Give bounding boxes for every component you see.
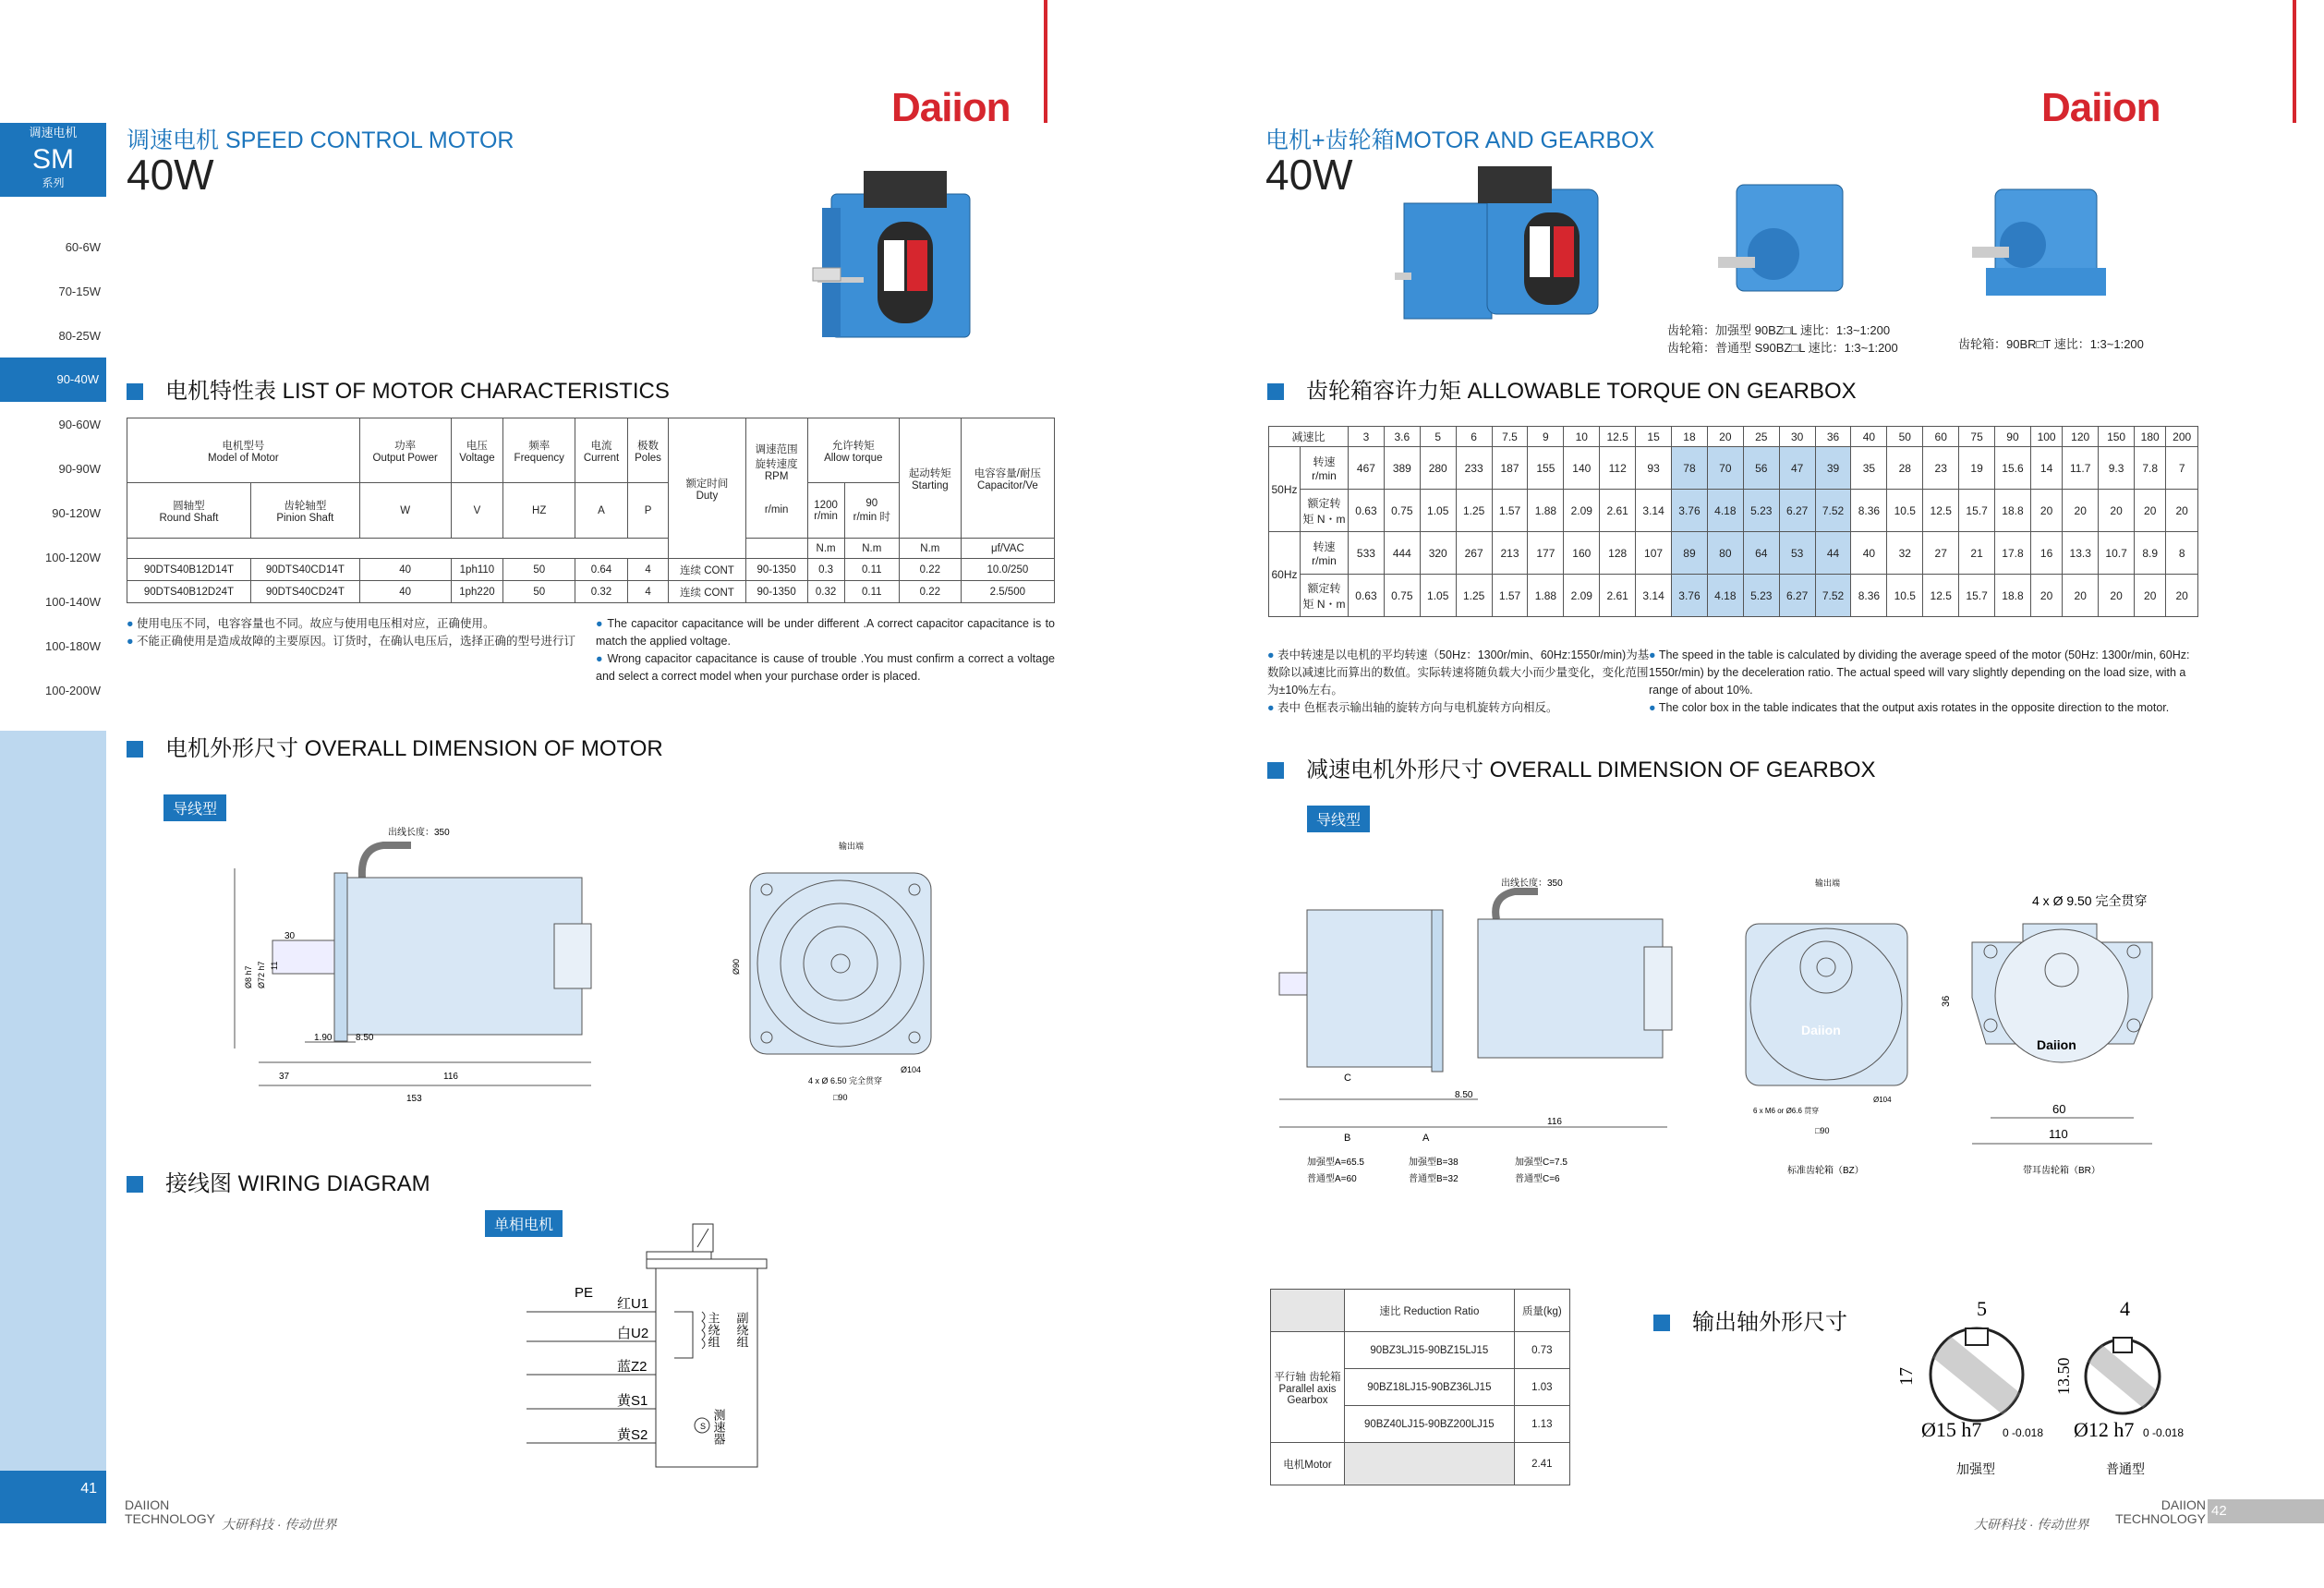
sidebar-item-100-120w[interactable]: 100-120W	[45, 551, 101, 564]
normal-height: 13.50	[2054, 1357, 2073, 1395]
dim-boss-dia: Ø72 h7	[257, 961, 266, 988]
sidebar-item-70-15w[interactable]: 70-15W	[58, 285, 101, 298]
gearbox-br-front-drawing	[1931, 887, 2198, 1178]
table-row: 90BZ18LJ15-90BZ36LJ15 1.03	[1271, 1369, 1570, 1406]
table-row: 90DTS40B12D24T 90DTS40CD24T 40 1ph220 50 0.32 4 连续 CONT 90-1350 0.32 0.11 0.22 2.5/500	[127, 581, 1055, 603]
sidebar-gap	[0, 723, 106, 731]
characteristics-notes-cn: ● 使用电压不同，电容容量也不同。故应与使用电压相对应，正确使用。 ● 不能正确使用是造成故障的主要原因。订货时，在确认电压后，选择正确的型号进行订	[127, 617, 576, 648]
terminal-u1: 红U1	[617, 1296, 649, 1312]
br-dim60: 60	[2052, 1102, 2066, 1116]
br-dim36: 36	[1941, 995, 1952, 1007]
sidebar-series	[0, 143, 106, 197]
terminal-z2: 蓝Z2	[617, 1359, 648, 1375]
table-row: 90DTS40B12D14T 90DTS40CD14T 40 1ph110 50 0.64 4 连续 CONT 90-1350 0.3 0.11 0.22 10.0/250	[127, 559, 1055, 581]
reinforced-b: 加强型B=38	[1409, 1158, 1459, 1168]
shaft-heading: 输出轴外形尺寸	[1653, 1303, 1847, 1336]
gearbox-dimension-heading: 减速电机外形尺寸 OVERALL DIMENSION OF GEARBOX	[1267, 751, 1876, 783]
series-code: SM	[32, 144, 74, 175]
heading-square-icon	[127, 741, 143, 758]
normal-b: 普通型B=32	[1409, 1174, 1459, 1184]
table-row: 电机Motor 2.41	[1271, 1443, 1570, 1485]
svg-text:Daiion: Daiion	[1801, 1023, 1841, 1037]
reinforced-label: 加强型	[1956, 1461, 1995, 1476]
terminal-pe: PE	[575, 1285, 594, 1301]
bz-phi104: Ø104	[1873, 1096, 1892, 1104]
tacho-label: 测速器	[711, 1409, 726, 1445]
main-winding-label: 主绕组	[706, 1312, 720, 1348]
sidebar-item-100-180w[interactable]: 100-180W	[45, 639, 101, 653]
sidebar-item-90-60w[interactable]: 90-60W	[58, 418, 101, 431]
left-brand-logo: Daiion	[891, 85, 1011, 130]
right-footer-slogan: 大研科技 · 传动世界	[1974, 1517, 2089, 1532]
dim-phi104: Ø104	[901, 1065, 922, 1074]
right-page-number: 42	[2208, 1499, 2324, 1523]
heading-square-icon	[1267, 383, 1284, 400]
left-footer-slogan: 大研科技 · 传动世界	[222, 1517, 337, 1532]
gearbox-caption-bz: 齿轮箱：加强型 90BZ□L 速比：1:3~1:200 齿轮箱：普通型 S90BZ□L 速比：1:3~1:200	[1667, 323, 1898, 355]
gear-dim-850: 8.50	[1455, 1090, 1473, 1100]
motor-front-drawing	[730, 836, 961, 1113]
table-row: 平行轴 齿轮箱 Parallel axis Gearbox 90BZ3LJ15-90BZ15LJ15 0.73	[1271, 1332, 1570, 1369]
characteristics-notes-en: ● The capacitor capacitance will be under different .A correct capacitor capacitance is to match the applied voltage. ● Wrong capacitor capacitance is cause of trouble .You must confirm a correct a voltage and select a correct model when your purchase order is placed.	[596, 617, 1055, 683]
letter-c: C	[1344, 1073, 1351, 1084]
br-holes: 4 x Ø 9.50 完全贯穿	[2032, 893, 2148, 908]
torque-notes-en: ● The speed in the table is calculated by dividing the average speed of the motor (50Hz: 1300r/min, 60Hz: 1550r/min) by the deceleration ratio. The actual speed will vary slightly depending on the load size, with a range of about 10%. ● The color box in the table indicates that the output axis rotates in the opposite direction to the motor.	[1649, 649, 2190, 714]
heading-square-icon	[127, 1176, 143, 1193]
left-sidebar	[0, 123, 106, 1523]
lead-wire-tag: 导线型	[163, 794, 226, 821]
left-watt: 40W	[127, 151, 214, 199]
sidebar-item-60-6w[interactable]: 60-6W	[65, 240, 101, 254]
heading-square-icon	[1653, 1315, 1670, 1331]
dim-11: 11	[270, 961, 279, 970]
single-phase-tag: 单相电机	[485, 1210, 563, 1237]
gear-lead-wire-tag: 导线型	[1307, 806, 1370, 832]
bz-sq90: □90	[1815, 1126, 1830, 1135]
characteristics-heading: 电机特性表 LIST OF MOTOR CHARACTERISTICS	[127, 372, 670, 405]
reinforced-a: 加强型A=65.5	[1307, 1158, 1364, 1168]
reinforced-key-width: 5	[1977, 1297, 1987, 1320]
dim-850: 8.50	[356, 1033, 374, 1043]
sidebar-item-100-140w[interactable]: 100-140W	[45, 595, 101, 609]
normal-a: 普通型A=60	[1307, 1174, 1357, 1184]
normal-diameter: Ø12 h7	[2074, 1418, 2135, 1441]
terminal-u2: 白U2	[617, 1326, 649, 1341]
normal-label: 普通型	[2106, 1461, 2145, 1476]
dim-116: 116	[443, 1072, 458, 1082]
gearbox-mass-table: 速比 Reduction Ratio 质量(kg) 平行轴 齿轮箱 Parallel axis Gearbox 90BZ3LJ15-90BZ15LJ15 0.73 90BZ18LJ15-90BZ36LJ15 1.03 90BZ40LJ15-90BZ200LJ15 1.13 电机Motor 2.41	[1270, 1289, 1570, 1485]
gear-dim-116: 116	[1547, 1117, 1562, 1127]
left-red-bar	[1044, 0, 1047, 123]
gearbox-br-photo	[1967, 180, 2115, 319]
letter-a: A	[1422, 1133, 1430, 1144]
lead-length-label: 出线长度：350	[388, 828, 450, 838]
heading-square-icon	[1267, 762, 1284, 779]
allowable-torque-table: 减速比 3 3.6 5 6 7.5 9 10 12.5 15 18 20 25 30 36 40 50 60 75 90 100 120 150 180 200 50Hz 转速 r/min 467 389 280 233 187 155 140 112 93 78 70 56 47 39 35 28 23 19 15.6 14 11.7 9.3 7.8 7 额定转矩 N・m 0.63 0.75 1.05 1.25 1.57 1.88 2.09 2.61 3.14 3.76 4.18 5.23 6.27 7.52 8.36 10.5 12.5 15.7 18.8 20 20 20 20 20 60Hz 转速 r/min 533 444 320 267 213 177 160 128 107 89 80 64 53 44 40 32 27 21 17.8 16 13.3 10.7 8.9 8 额定转矩 N・m 0.63 0.75 1.05 1.25 1.57 1.88 2.09 2.61 3.14 3.76 4.18 5.23 6.27 7.52 8.36 10.5 12.5 15.7 18.8 20 20 20 20 20	[1268, 426, 2198, 617]
reinforced-diameter: Ø15 h7	[1921, 1418, 1982, 1441]
gearbox-bz-photo	[1718, 176, 1857, 314]
table-row: 额定转矩 N・m 0.63 0.75 1.05 1.25 1.57 1.88 2.09 2.61 3.14 3.76 4.18 5.23 6.27 7.52 8.36 10.5 12.5 15.7 18.8 20 20 20 20 20	[1269, 490, 2198, 532]
left-footer-brand: DAIION TECHNOLOGY	[125, 1497, 216, 1526]
reinforced-tolerance: 0 -0.018	[2003, 1426, 2044, 1439]
dim-holes: 4 x Ø 6.50 完全贯穿	[808, 1076, 883, 1085]
dim-153: 153	[406, 1094, 422, 1104]
table-row: 50Hz 转速 r/min 467 389 280 233 187 155 140 112 93 78 70 56 47 39 35 28 23 19 15.6 14 11.7 9.3 7.8 7	[1269, 447, 2198, 490]
sidebar-item-100-200w[interactable]: 100-200W	[45, 684, 101, 697]
gear-lead-length: 出线长度：350	[1501, 879, 1563, 889]
series-label: 系列	[42, 176, 65, 189]
table-row: 额定转矩 N・m 0.63 0.75 1.05 1.25 1.57 1.88 2.09 2.61 3.14 3.76 4.18 5.23 6.27 7.52 8.36 10.5 12.5 15.7 18.8 20 20 20 20 20	[1269, 575, 2198, 617]
normal-key-width: 4	[2120, 1297, 2130, 1320]
right-footer-brand: DAIION TECHNOLOGY	[2115, 1497, 2207, 1526]
gearbox-bz-front-drawing	[1727, 873, 1931, 1178]
right-section-title: 电机+齿轮箱MOTOR AND GEARBOX	[1265, 127, 1655, 153]
br-caption: 带耳齿轮箱（BR）	[2023, 1166, 2100, 1176]
wiring-diagram	[517, 1219, 794, 1478]
dim-37: 37	[279, 1072, 290, 1082]
gearbox-caption-br: 齿轮箱：90BR□T 速比：1:3~1:200	[1958, 337, 2144, 351]
normal-tolerance: 0 -0.018	[2143, 1426, 2185, 1439]
bz-holes: 6 x M6 or Ø6.6 贯穿	[1753, 1107, 1820, 1115]
reinforced-c: 加强型C=7.5	[1515, 1158, 1567, 1168]
heading-square-icon	[127, 383, 143, 400]
dim-sq90: □90	[833, 1093, 848, 1102]
outlet-label: 输出端	[839, 842, 865, 851]
shaft-drawings	[1884, 1293, 2189, 1487]
gear-outlet-label: 输出端	[1815, 879, 1841, 888]
motor-characteristics-table: 电机型号 Model of Motor 功率 Output Power 电压 Voltage 频率 Frequency 电流 Current 极数 Poles 额定时间 Duty 调速范围 旋转速度 RPM r/min 允许转矩 Allow torque 起动转矩 Starting 电容容量/耐压 Capacitor/Ve 圆轴型 Round Shaft 齿轮轴型 Pinion Shaft W V HZ A P 1200 r/min 90 r/min 时 N.m N.m N.m μf/VAC 90DTS40B12D14T 90DTS40CD14T 40 1ph110 50 0.64 4 连续 CONT 90-1350 0.3 0.11 0.22 10.0/250 90DTS40B12D24T 90DTS40CD24T 40 1ph220 50 0.32 4 连续 CONT 90-1350 0.32 0.11 0.22 2.5/500	[127, 418, 1055, 603]
sidebar-category: 调速电机	[0, 123, 106, 143]
motor-gearbox-photo	[1395, 162, 1607, 337]
table-row: 90BZ40LJ15-90BZ200LJ15 1.13	[1271, 1406, 1570, 1443]
right-watt: 40W	[1265, 151, 1353, 199]
right-red-bar	[2293, 0, 2296, 123]
sidebar-item-90-90w[interactable]: 90-90W	[58, 462, 101, 476]
terminal-s2: 黄S2	[617, 1427, 648, 1443]
dim-30: 30	[284, 931, 296, 941]
reinforced-height: 17	[1896, 1367, 1917, 1386]
dim-shaft-dia: Ø8 h7	[244, 965, 253, 988]
bz-caption: 标准齿轮箱（BZ）	[1787, 1166, 1864, 1176]
aux-winding-label: 副绕组	[734, 1312, 749, 1348]
right-brand-logo: Daiion	[2041, 85, 2161, 130]
dim-phi90: Ø90	[732, 958, 741, 975]
gearmotor-side-drawing	[1270, 873, 1695, 1187]
table-row: 60Hz 转速 r/min 533 444 320 267 213 177 160 128 107 89 80 64 53 44 40 32 27 21 17.8 16 13.3 10.7 8.9 8	[1269, 532, 2198, 575]
motor-photo	[794, 166, 1007, 360]
left-section-title: 调速电机 SPEED CONTROL MOTOR	[127, 127, 514, 153]
terminal-s1: 黄S1	[617, 1393, 648, 1409]
wiring-heading: 接线图 WIRING DIAGRAM	[127, 1165, 430, 1197]
motor-dimension-heading: 电机外形尺寸 OVERALL DIMENSION OF MOTOR	[127, 730, 663, 762]
svg-text:S: S	[700, 1422, 707, 1431]
normal-c: 普通型C=6	[1515, 1174, 1560, 1184]
dim-190: 1.90	[314, 1033, 333, 1043]
sidebar-item-80-25w[interactable]: 80-25W	[58, 329, 101, 343]
left-page-number: 41	[0, 1471, 106, 1523]
torque-notes-cn: ● 表中转速是以电机的平均转速（50Hz：1300r/min、60Hz:1550r/min)为基数除以减速比而算出的数值。实际转速将随负载大小而少量变化，变化范围为±10%左右。 ● 表中 色框表示输出轴的旋转方向与电机旋转方向相反。	[1267, 649, 1650, 714]
torque-heading: 齿轮箱容许力矩 ALLOWABLE TORQUE ON GEARBOX	[1267, 372, 1857, 405]
sidebar-item-90-40w[interactable]: 90-40W	[0, 358, 106, 402]
sidebar-item-90-120w[interactable]: 90-120W	[52, 506, 101, 520]
br-dim110: 110	[2049, 1127, 2068, 1141]
letter-b: B	[1344, 1133, 1351, 1144]
motor-side-drawing	[222, 822, 619, 1109]
svg-text:Daiion: Daiion	[2037, 1037, 2076, 1052]
